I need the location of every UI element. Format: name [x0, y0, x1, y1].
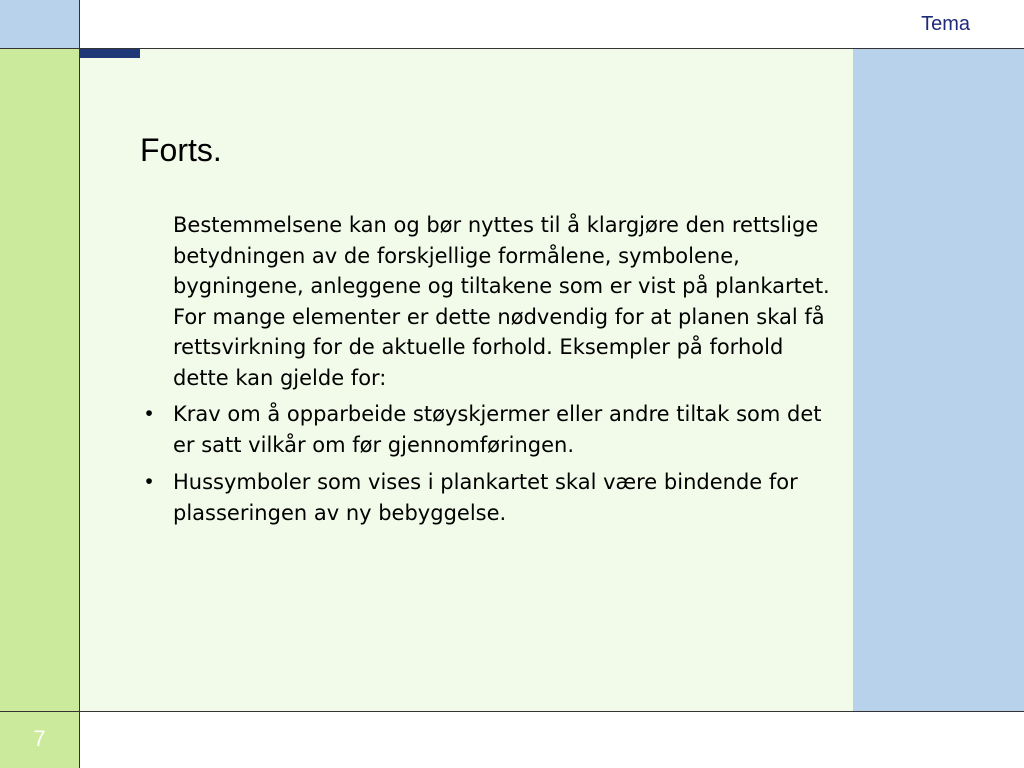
- slide-body: [145, 210, 838, 535]
- footer-divider: [0, 711, 1024, 712]
- header-topic-label: Tema: [921, 13, 970, 35]
- intro-paragraph: Bestemmelsene kan og bør nyttes til å klargjøre den rettslige betydningen av de forskjellige formålene, symbolene, bygningene, anleggene og tiltakene som er vist på plankartet. For mange elementer er dette nødvendig for at planen skal få rettsvirkning for de aktuelle forhold. Eksempler på forhold dette kan gjelde for:: [173, 213, 830, 390]
- footer-bar: [80, 712, 1024, 768]
- bullet-item: [145, 467, 838, 528]
- bullet-text: Hussymboler som vises i plankartet skal være bindende for plasseringen av ny bebyggelse.: [173, 470, 798, 525]
- slide-title: Forts.: [140, 132, 222, 168]
- right-color-strip: [853, 49, 1024, 711]
- bullet-item: [145, 399, 838, 460]
- bullet-marker: •: [145, 470, 153, 493]
- header-divider: [0, 48, 1024, 49]
- bullet-marker: •: [145, 402, 153, 425]
- left-color-strip: [0, 49, 79, 711]
- page-number: 7: [33, 726, 46, 751]
- bullet-text: Krav om å opparbeide støyskjermer eller andre tiltak som det er satt vilkår om før gjennomføringen.: [173, 402, 822, 457]
- bullet-list: [145, 399, 838, 528]
- accent-bar: [80, 49, 140, 58]
- corner-block-top-left: [0, 0, 79, 48]
- vertical-divider: [79, 0, 80, 768]
- header-bar: [80, 0, 1024, 48]
